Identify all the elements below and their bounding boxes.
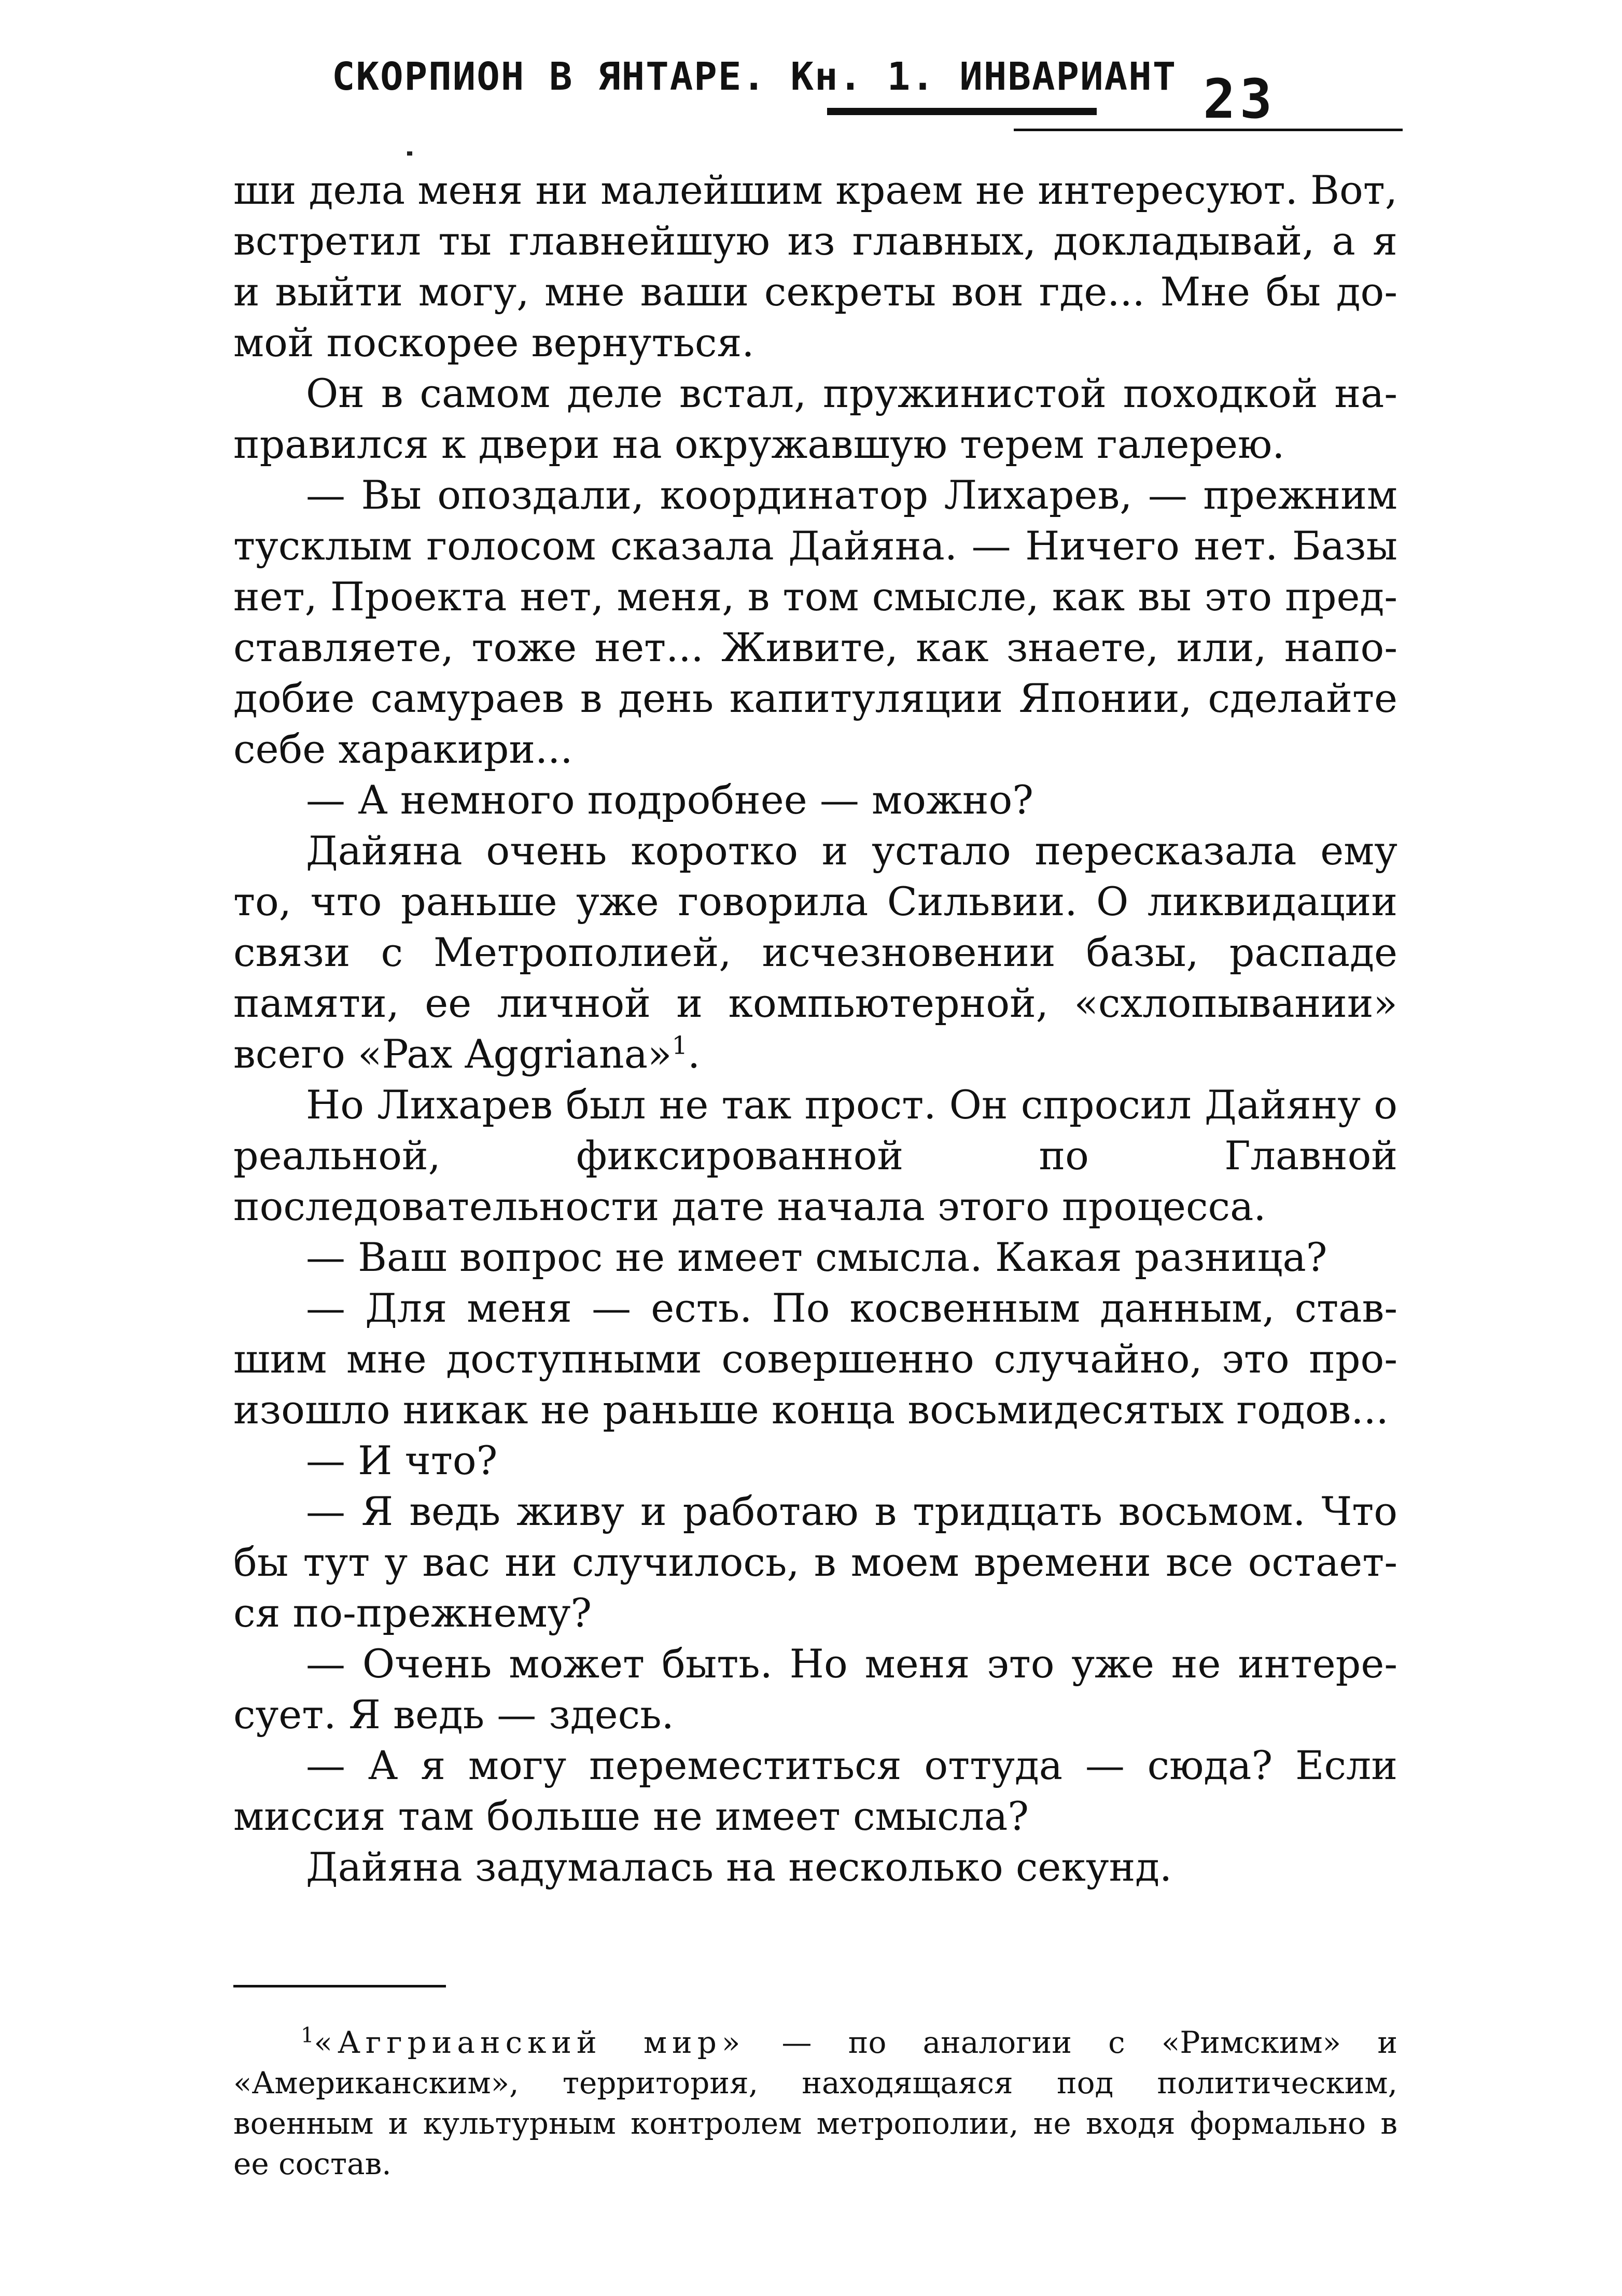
paragraph-end: . xyxy=(688,1031,701,1077)
paragraph: Он в самом деле встал, пружинистой походкой направился к двери на окружавшую терем галерею. xyxy=(233,370,1397,467)
paragraph: — Вы опоздали, координатор Лихарев, — прежним тусклым голосом сказала Дайяна. — Ничего нет. Базы нет, Проекта нет, меня, в том смысле, как вы это представляете, тоже нет... Живите, как знаете, или, наподобие самураев в день капитуляции Японии, сделайте себе харакири... xyxy=(233,472,1397,772)
paragraph: ши дела меня ни малейшим краем не интересуют. Вот, встретил ты главнейшую из главных, докладывай, а я и выйти могу, мне ваши секреты вон где... Мне бы домой поскорее вернуться. xyxy=(233,167,1397,366)
paragraph: — Я ведь живу и работаю в тридцать восьмом. Что бы тут у вас ни случилось, в моем времени все остается по-прежнему? xyxy=(233,1488,1397,1636)
running-title: СКОРПИОН В ЯНТАРЕ. Кн. 1. ИНВАРИАНТ xyxy=(332,54,1177,99)
paragraph: — Для меня — есть. По косвенным данным, ставшим мне доступными совершенно случайно, это произошло никак не раньше конца восьмидесятых годов... xyxy=(233,1285,1397,1433)
paragraph: — Очень может быть. Но меня это уже не интересует. Я ведь — здесь. xyxy=(233,1641,1397,1738)
footnote-number: 1 xyxy=(301,2023,314,2048)
paragraph: Дайяна задумалась на несколько секунд. xyxy=(306,1844,1172,1890)
header-rule-thick xyxy=(827,108,1097,115)
page-number: 23 xyxy=(1203,67,1277,131)
paragraph: Но Лихарев был не так прост. Он спросил Дайяну о реальной, фиксированной по Главной последовательности дате начала этого процесса. xyxy=(233,1082,1397,1229)
print-speck xyxy=(407,151,412,156)
paragraph: — И что? xyxy=(306,1437,498,1483)
footnote-reference[interactable]: 1 xyxy=(672,1031,688,1060)
footnote-text: — по аналогии с «Римским» и «Американским», территория, находящаяся под политическим, военным и культурным контролем метрополии, не входя формально в ее состав. xyxy=(233,2025,1397,2181)
paragraph-text: Дайяна очень коротко и устало пересказала ему то, что раньше уже говорила Сильвии. О ликвидации связи с Метрополией, исчезновении базы, распаде памяти, ее личной и компьютерной, «схлопывании» всего «Pax Aggriana» xyxy=(233,828,1397,1077)
paragraph: — А я могу переместиться оттуда — сюда? Если миссия там больше не имеет смысла? xyxy=(233,1742,1397,1839)
paragraph: — Ваш вопрос не имеет смысла. Какая разница? xyxy=(306,1234,1327,1280)
footnote xyxy=(233,2022,1397,2184)
paragraph: — А немного подробнее — можно? xyxy=(306,777,1033,823)
body-text xyxy=(233,165,1397,1893)
footnote-term: «Аггрианский мир» xyxy=(314,2025,746,2060)
footnote-separator xyxy=(233,1985,446,1987)
paragraph xyxy=(233,825,1397,1080)
